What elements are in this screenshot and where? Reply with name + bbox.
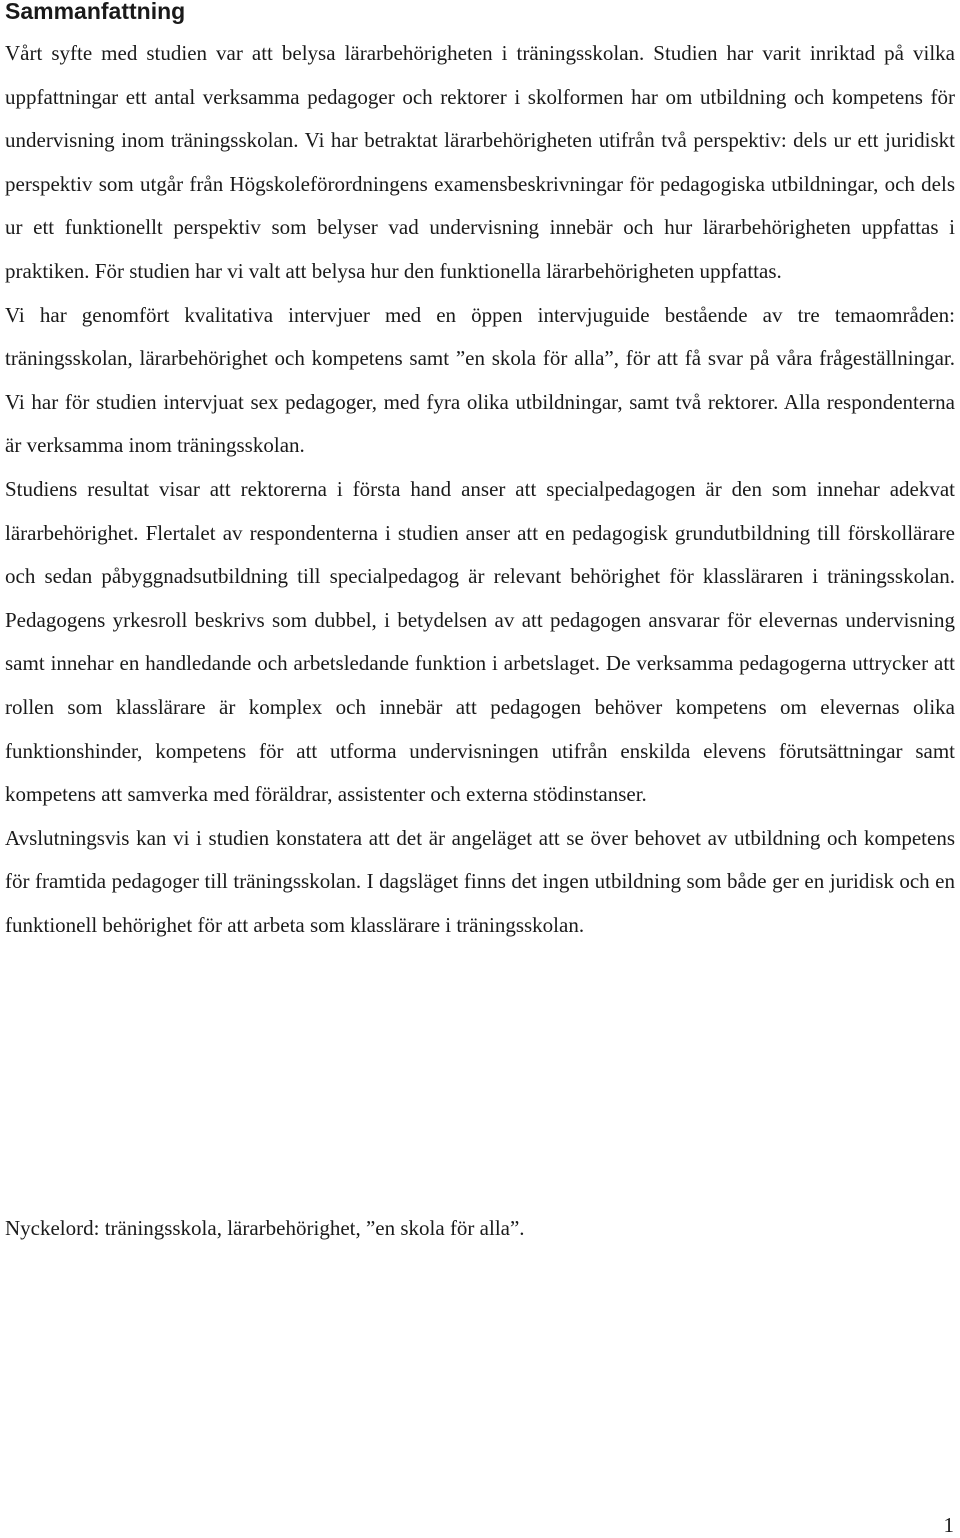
paragraph-results: Studiens resultat visar att rektorerna i första hand anser att specialpedagogen är den som innehar adekvat lärarbehörighet. Flertalet av respondenterna i studien anser att en pedagogisk grundutbildning till förskollärare och sedan påbyggnadsutbildning till specialpedagog är relevant behörighet för klassläraren i träningsskolan. Pedagogens yrkesroll beskrivs som dubbel, i betydelsen av att pedagogen ansvarar för elevernas undervisning samt innehar en handledande och arbetsledande funktion i arbetslaget. De verksamma pedagogerna uttrycker att rollen som klasslärare är komplex och innebär att pedagogen behöver kompetens om elevernas olika funktionshinder, kompetens för att utforma undervisningen utifrån enskilda elevens förutsättningar samt kompetens att samverka med föräldrar, assistenter och externa stödinstanser. xyxy=(5,476,955,807)
page-heading: Sammanfattning xyxy=(5,0,186,24)
page-number: 1 xyxy=(943,1513,954,1537)
paragraph-purpose: Vårt syfte med studien var att belysa lärarbehörigheten i träningsskolan. Studien har varit inriktad på vilka uppfattningar ett antal verksamma pedagoger och rektorer i skolformen har om utbildning och kompetens för undervisning inom träningsskolan. Vi har betraktat lärarbehörigheten utifrån två perspektiv: dels ur ett juridiskt perspektiv som utgår från Högskoleförordningens examensbeskrivningar för pedagogiska utbildningar, och dels ur ett funktionellt perspektiv som belyser vad undervisning innebär och hur lärarbehörigheten uppfattas i praktiken. För studien har vi valt att belysa hur den funktionella lärarbehörigheten uppfattas. xyxy=(5,41,955,283)
paragraph-method: Vi har genomfört kvalitativa intervjuer med en öppen intervjuguide bestående av tre temaområden: träningsskolan, lärarbehörighet och kompetens samt ”en skola för alla”, för att få svar på våra frågeställningar. Vi har för studien intervjuat sex pedagoger, med fyra olika utbildningar, samt två rektorer. Alla respondenterna är verksamma inom träningsskolan. xyxy=(5,302,955,458)
abstract-body xyxy=(5,32,955,947)
paragraph-conclusion: Avslutningsvis kan vi i studien konstatera att det är angeläget att se över behovet av utbildning och kompetens för framtida pedagoger till träningsskolan. I dagsläget finns det ingen utbildning som både ger en juridisk och en funktionell behörighet för att arbeta som klasslärare i träningsskolan. xyxy=(5,825,955,937)
keywords-line: Nyckelord: träningsskola, lärarbehörighet, ”en skola för alla”. xyxy=(5,1216,525,1240)
